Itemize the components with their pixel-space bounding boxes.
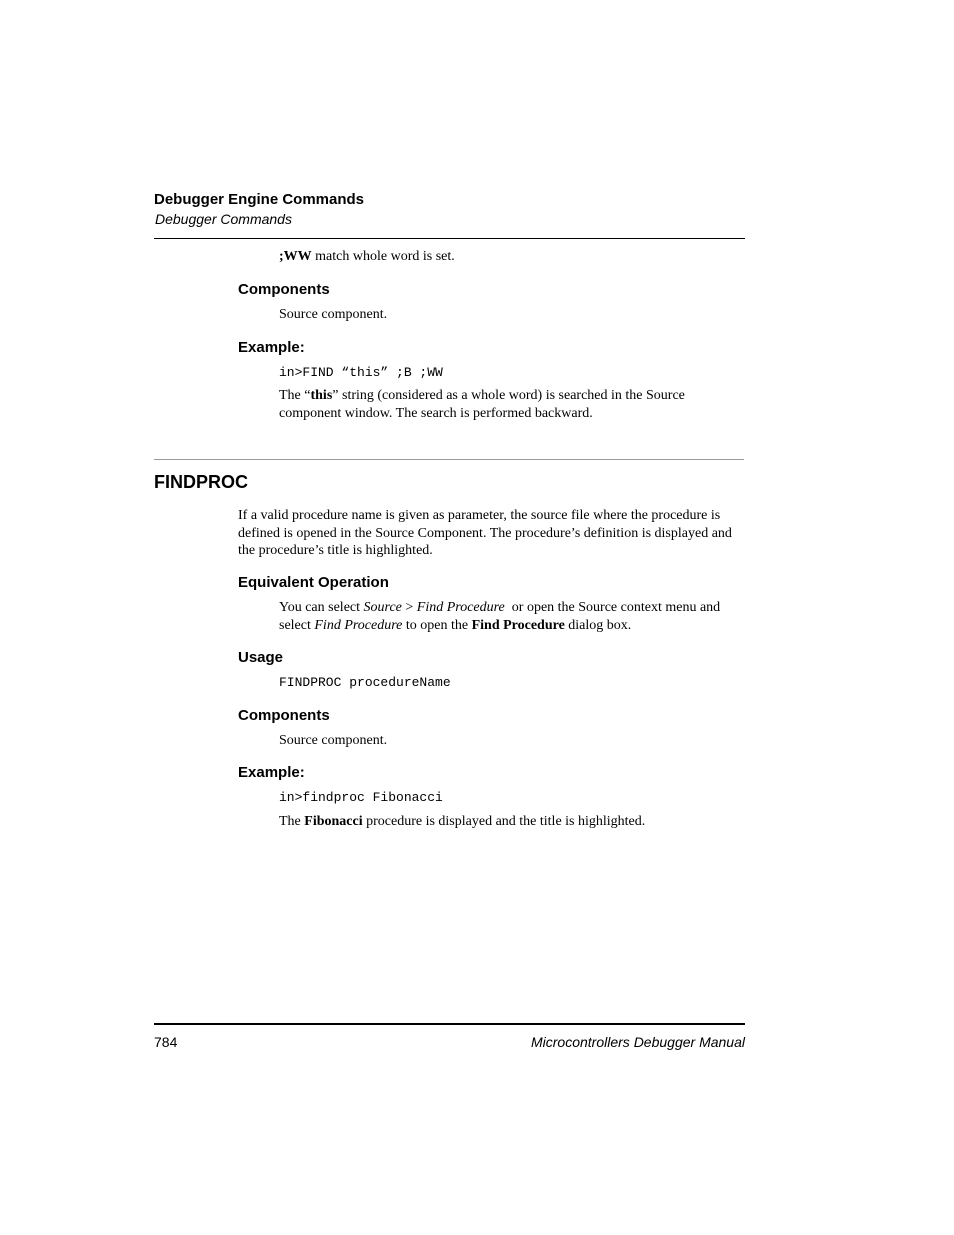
footer-rule [154,1023,745,1025]
equivalent-operation-heading: Equivalent Operation [238,574,389,591]
equivalent-operation-text: You can select Source > Find Procedure or open the Source context menu and select Find Procedure to open the Find Procedure dialog box. [279,600,721,633]
section-divider [154,459,744,460]
ww-option-desc: match whole word is set. [311,249,455,264]
findproc-components-text: Source component. [279,733,388,748]
manual-title: Microcontrollers Debugger Manual [531,1034,745,1050]
header-rule [154,238,745,239]
findproc-example-heading: Example: [238,764,305,781]
find-example-code: in>FIND “this” ;B ;WW [279,365,443,380]
running-header-subtitle: Debugger Commands [155,211,292,227]
findproc-components-heading: Components [238,707,330,724]
usage-heading: Usage [238,649,284,666]
ww-option: ;WW [279,249,312,264]
running-header-title: Debugger Engine Commands [154,191,365,208]
findproc-intro: If a valid procedure name is given as parameter, the source file where the procedure is defined is opened in the Source Component. The procedure’s definition is displayed and the procedure’s title is highlighted. [238,508,732,558]
find-example-description: The “this” string (considered as a whole word) is searched in the Source component window. The search is performed backward. [279,388,685,421]
page-number: 784 [154,1034,178,1050]
find-components-heading: Components [238,281,330,298]
ww-option-line [279,248,455,266]
find-example-heading: Example: [238,339,305,356]
findproc-example-code: in>findproc Fibonacci [279,790,443,805]
find-components-text: Source component. [279,307,388,322]
findproc-example-description: The Fibonacci procedure is displayed and the title is highlighted. [279,814,646,829]
usage-code: FINDPROC procedureName [279,675,451,690]
findproc-title: FINDPROC [154,472,248,492]
